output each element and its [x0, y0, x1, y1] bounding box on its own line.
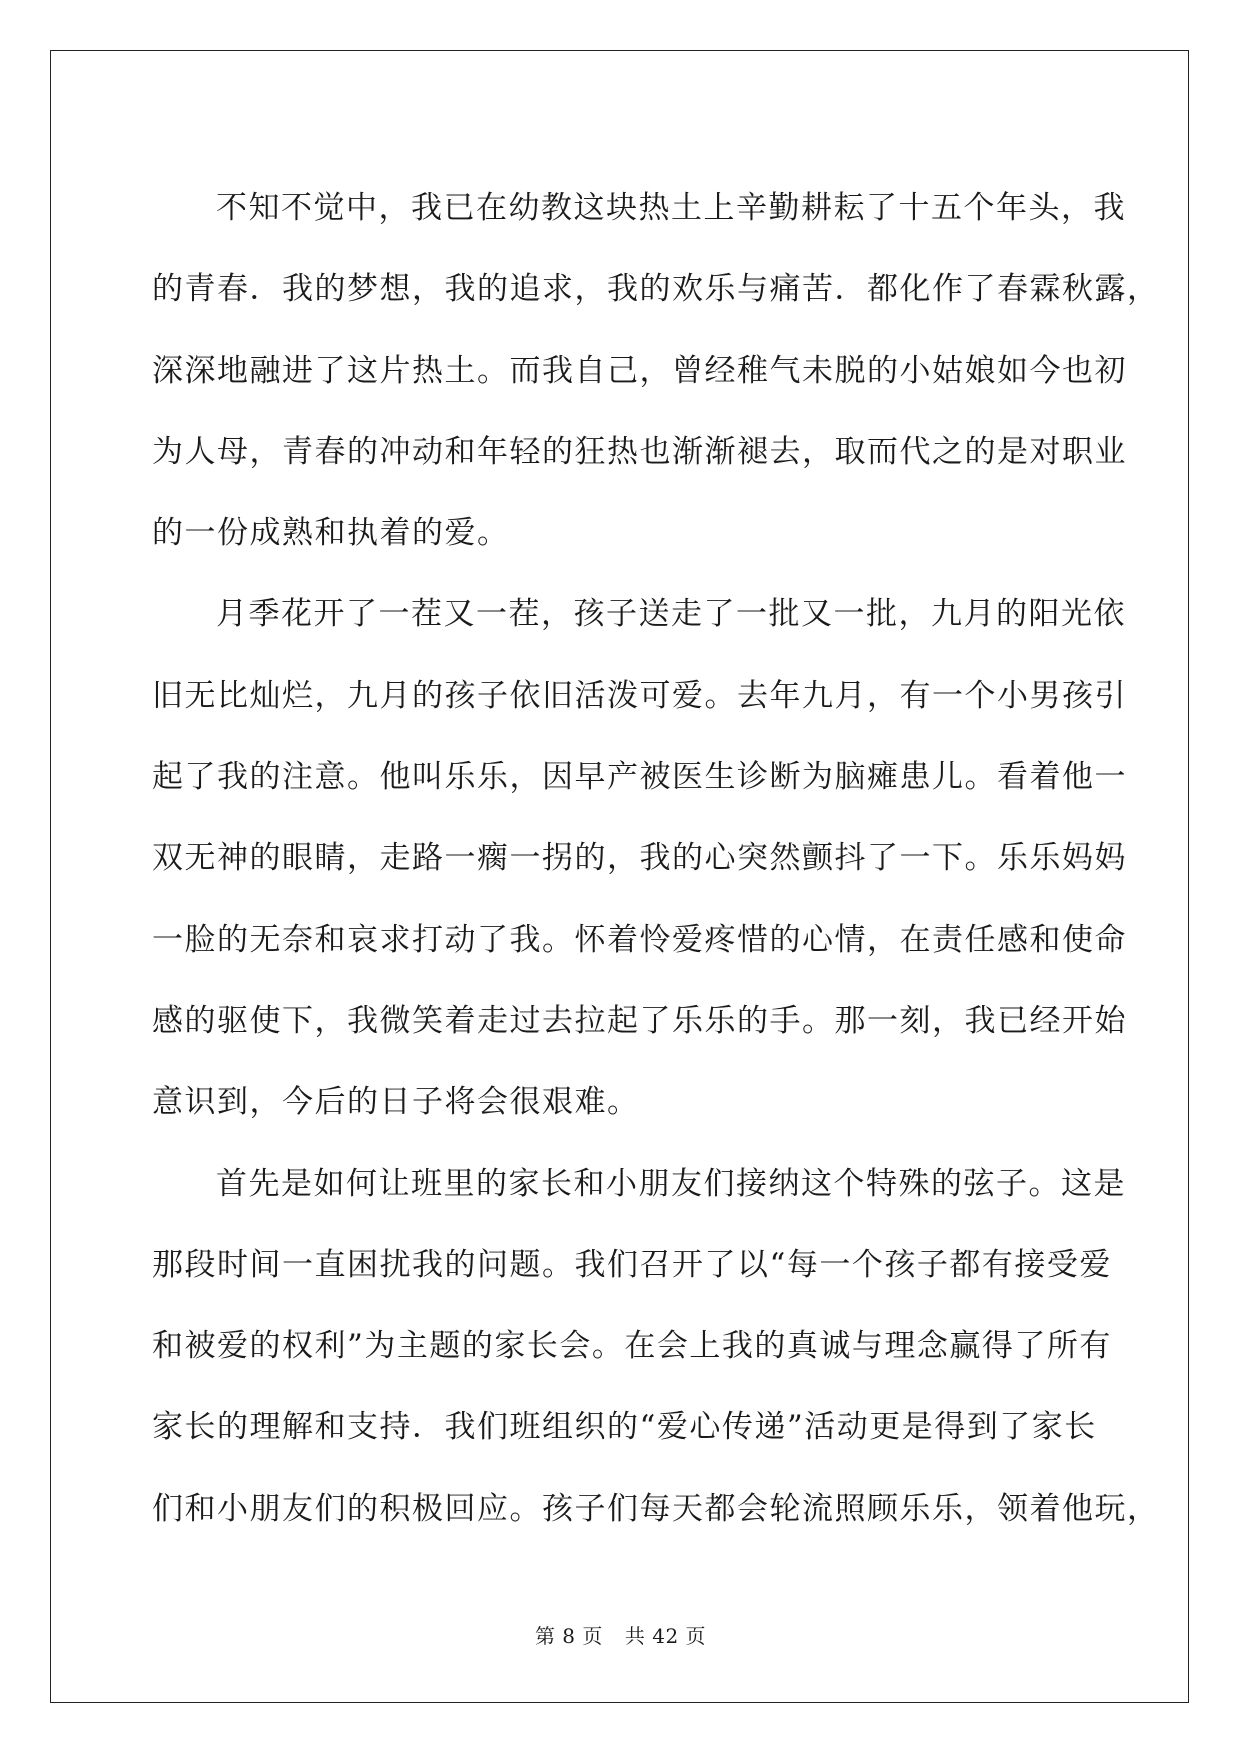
paragraph-1 [152, 168, 1160, 574]
text-line: 一脸的无奈和哀求打动了我。怀着怜爱疼惜的心情，在责任感和使命 [152, 921, 1127, 958]
text-line: 的青春．我的梦想，我的追求，我的欢乐与痛苦．都化作了春霖秋露， [152, 271, 1160, 308]
page-total: 共 42 页 [624, 1624, 707, 1648]
text-line: 为人母，青春的冲动和年轻的狂热也渐渐褪去，取而代之的是对职业 [152, 433, 1127, 470]
text-line: 旧无比灿烂，九月的孩子依旧活泼可爱。去年九月，有一个小男孩引 [152, 677, 1127, 714]
text-line: 们和小朋友们的积极回应。孩子们每天都会轮流照顾乐乐，领着他玩， [152, 1490, 1160, 1527]
paragraph-2 [152, 574, 1127, 1143]
text-line: 和被爱的权利”为主题的家长会。在会上我的真诚与理念赢得了所有 [152, 1328, 1112, 1365]
page-number: 第 8 页 [534, 1624, 603, 1648]
document-body [152, 168, 1160, 1550]
text-line: 意识到，今后的日子将会很艰难。 [152, 1084, 640, 1121]
text-line: 起了我的注意。他叫乐乐，因早产被医生诊断为脑瘫患儿。看着他一 [152, 759, 1127, 796]
text-line: 首先是如何让班里的家长和小朋友们接纳这个特殊的弦子。这是 [216, 1165, 1126, 1202]
text-line: 的一份成熟和执着的爱。 [152, 515, 510, 552]
text-line: 不知不觉中，我已在幼教这块热土上辛勤耕耘了十五个年头，我 [216, 190, 1126, 226]
text-line: 那段时间一直困扰我的问题。我们召开了以“每一个孩子都有接受爱 [152, 1246, 1112, 1283]
text-line: 家长的理解和支持．我们班组织的“爱心传递”活动更是得到了家长 [152, 1409, 1097, 1446]
text-line: 深深地融进了这片热土。而我自己，曾经稚气未脱的小姑娘如今也初 [152, 352, 1127, 389]
paragraph-3 [152, 1144, 1160, 1550]
text-line: 双无神的眼睛，走路一瘸一拐的，我的心突然颤抖了一下。乐乐妈妈 [152, 840, 1127, 877]
page-footer [0, 1620, 1241, 1649]
text-line: 感的驱使下，我微笑着走过去拉起了乐乐的手。那一刻，我已经开始 [152, 1002, 1127, 1039]
text-line: 月季花开了一茬又一茬，孩子送走了一批又一批，九月的阳光依 [216, 596, 1126, 633]
